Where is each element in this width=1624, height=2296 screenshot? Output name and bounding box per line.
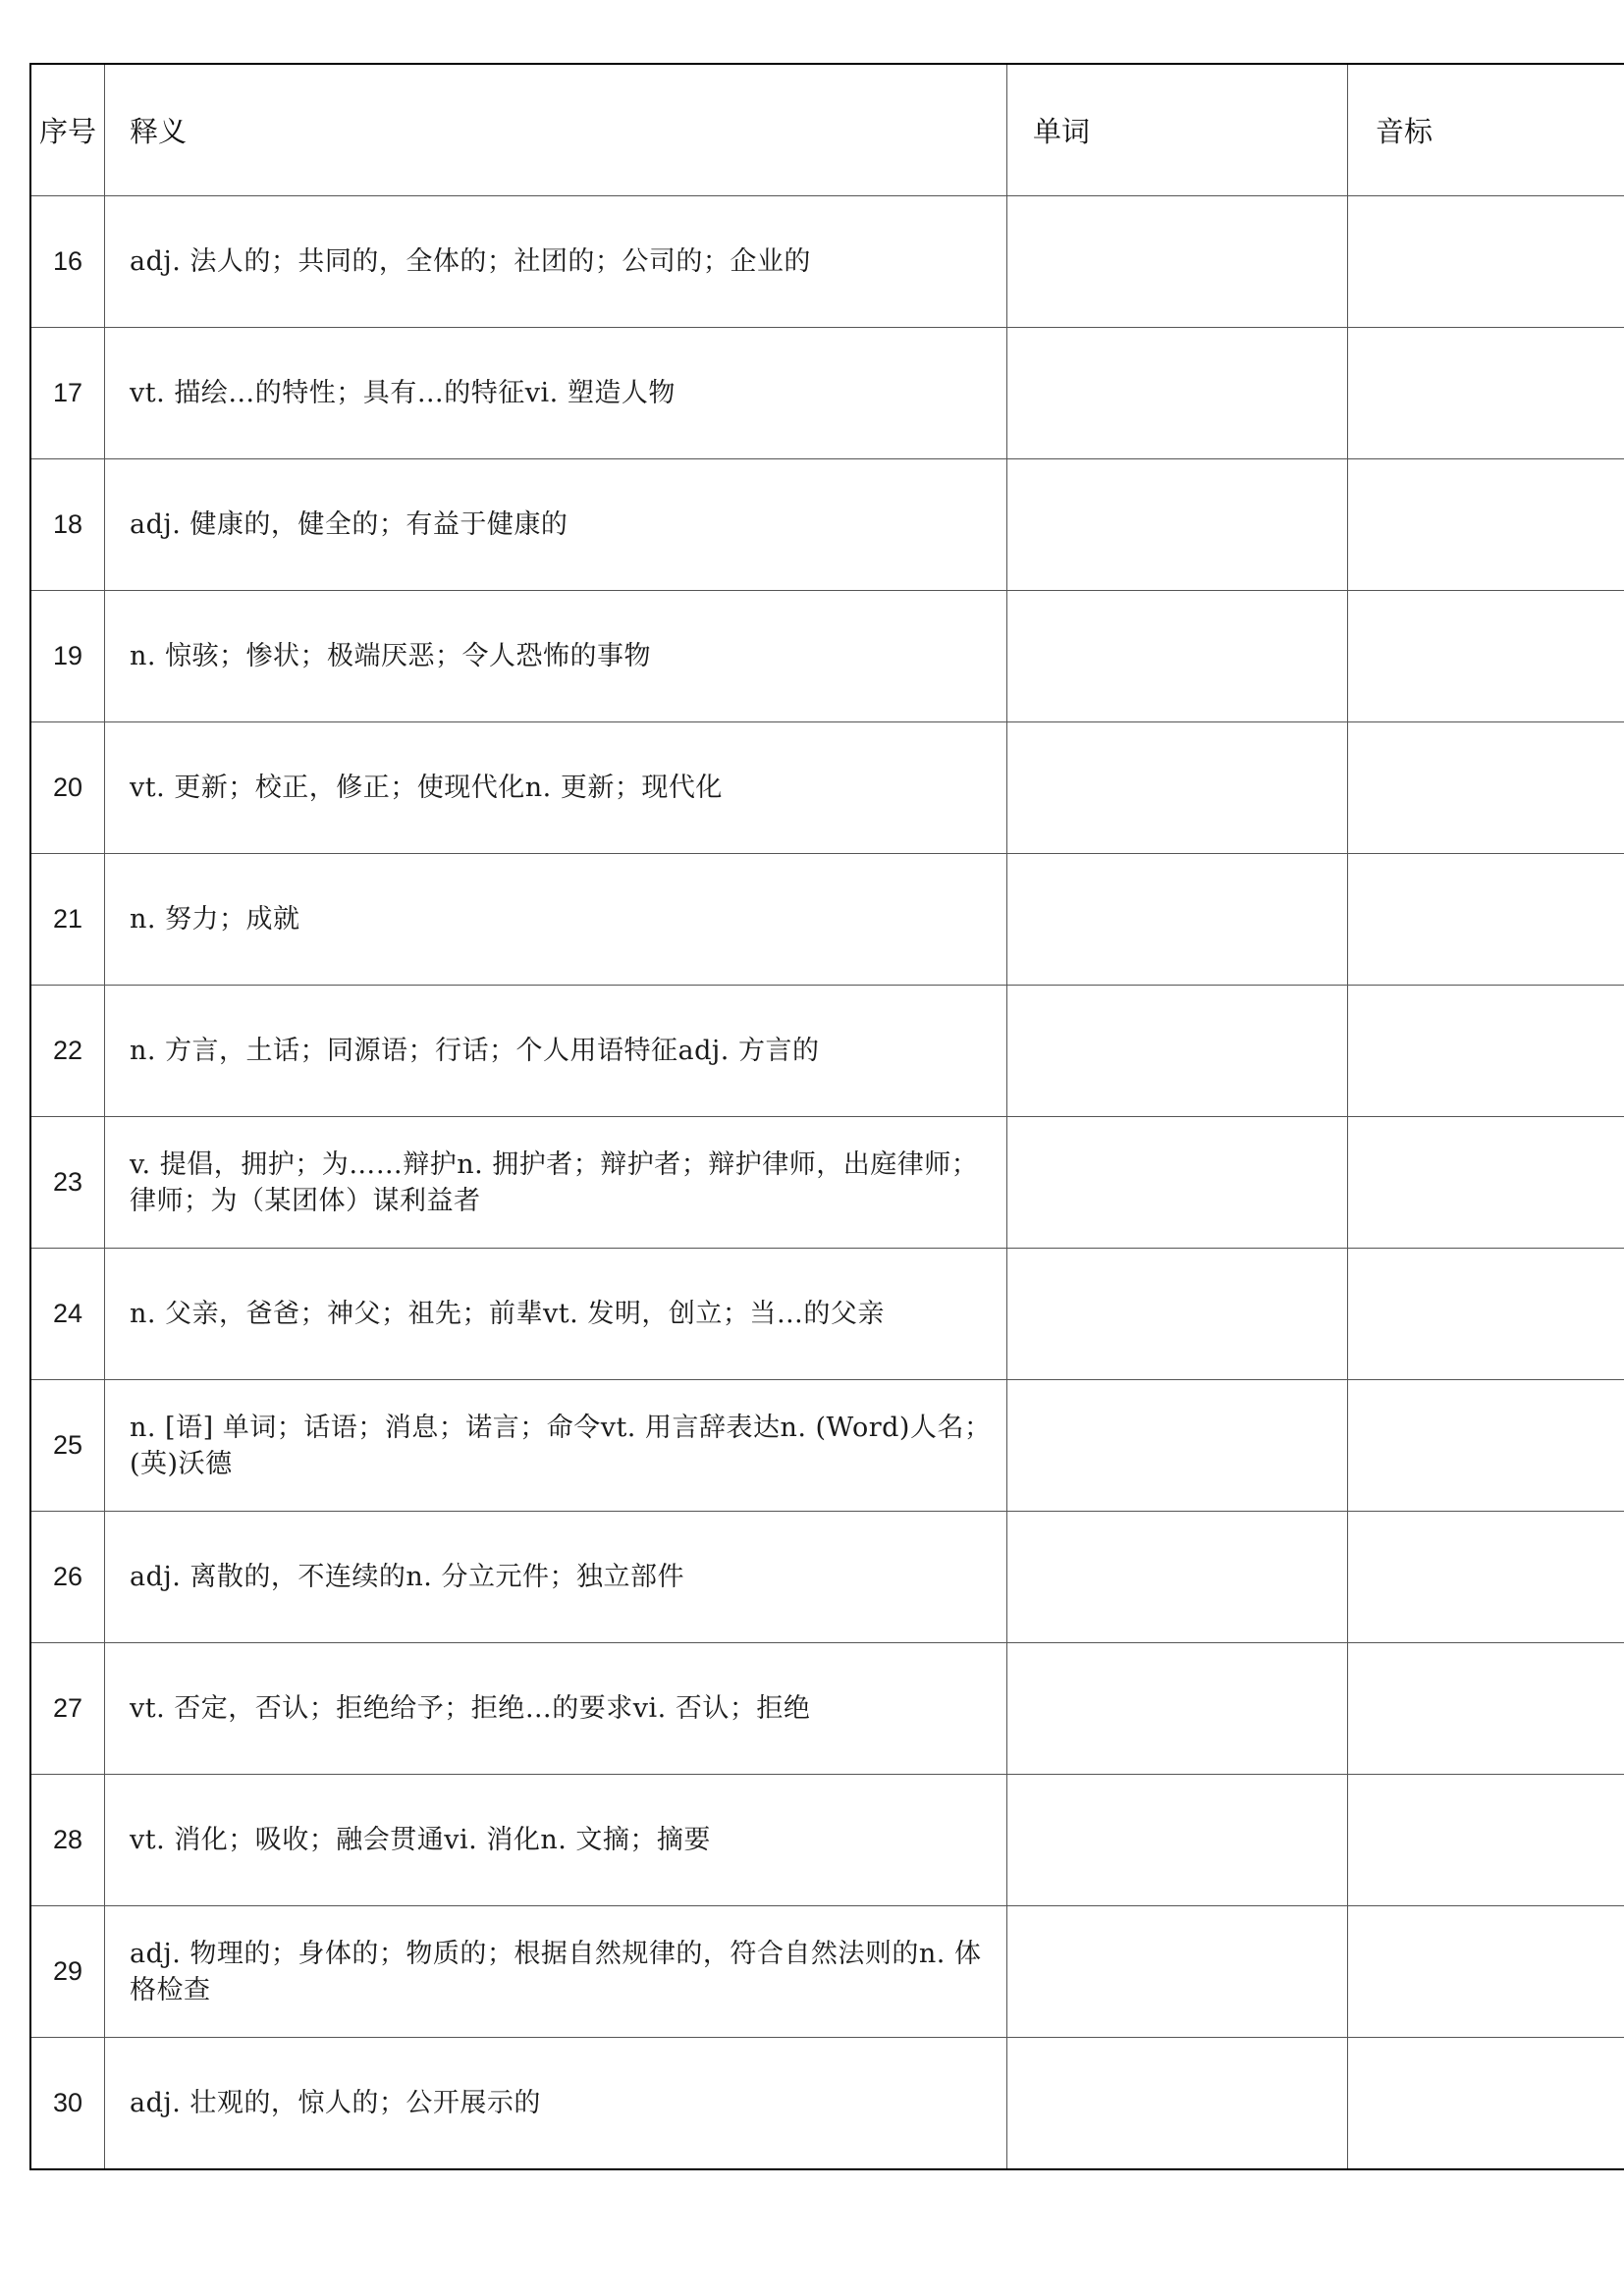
phonetic-blank-cell[interactable] <box>1348 1117 1624 1249</box>
row-number: 26 <box>30 1512 105 1643</box>
header-word: 单词 <box>1007 64 1348 196</box>
word-blank-cell[interactable] <box>1007 1117 1348 1249</box>
phonetic-blank-cell[interactable] <box>1348 1512 1624 1643</box>
table-row <box>30 591 1624 722</box>
definition-cell: v. 提倡，拥护；为……辩护n. 拥护者；辩护者；辩护律师，出庭律师；律师；为（某团体）谋利益者 <box>105 1117 1007 1249</box>
word-blank-cell[interactable] <box>1007 1906 1348 2038</box>
phonetic-blank-cell[interactable] <box>1348 328 1624 459</box>
header-phonetic: 音标 <box>1348 64 1624 196</box>
phonetic-blank-cell[interactable] <box>1348 1249 1624 1380</box>
table-row <box>30 1906 1624 2038</box>
word-blank-cell[interactable] <box>1007 1512 1348 1643</box>
table-row <box>30 196 1624 328</box>
word-blank-cell[interactable] <box>1007 1380 1348 1512</box>
phonetic-blank-cell[interactable] <box>1348 1906 1624 2038</box>
row-number: 20 <box>30 722 105 854</box>
row-number: 19 <box>30 591 105 722</box>
phonetic-blank-cell[interactable] <box>1348 854 1624 986</box>
phonetic-blank-cell[interactable] <box>1348 1380 1624 1512</box>
row-number: 29 <box>30 1906 105 2038</box>
word-blank-cell[interactable] <box>1007 854 1348 986</box>
table-row <box>30 986 1624 1117</box>
definition-cell: n. [语] 单词；话语；消息；诺言；命令vt. 用言辞表达n. (Word)人名；(英)沃德 <box>105 1380 1007 1512</box>
word-blank-cell[interactable] <box>1007 459 1348 591</box>
definition-cell: n. 父亲，爸爸；神父；祖先；前辈vt. 发明，创立；当…的父亲 <box>105 1249 1007 1380</box>
phonetic-blank-cell[interactable] <box>1348 1775 1624 1906</box>
phonetic-blank-cell[interactable] <box>1348 986 1624 1117</box>
word-blank-cell[interactable] <box>1007 986 1348 1117</box>
vocabulary-table <box>29 63 1624 2170</box>
phonetic-blank-cell[interactable] <box>1348 1643 1624 1775</box>
word-blank-cell[interactable] <box>1007 196 1348 328</box>
definition-cell: adj. 健康的，健全的；有益于健康的 <box>105 459 1007 591</box>
table-row <box>30 1643 1624 1775</box>
definition-cell: vt. 否定，否认；拒绝给予；拒绝…的要求vi. 否认；拒绝 <box>105 1643 1007 1775</box>
header-row <box>30 64 1624 196</box>
table-row <box>30 1380 1624 1512</box>
row-number: 23 <box>30 1117 105 1249</box>
table-row <box>30 722 1624 854</box>
row-number: 28 <box>30 1775 105 1906</box>
row-number: 27 <box>30 1643 105 1775</box>
table-row <box>30 1249 1624 1380</box>
definition-cell: adj. 物理的；身体的；物质的；根据自然规律的，符合自然法则的n. 体格检查 <box>105 1906 1007 2038</box>
row-number: 24 <box>30 1249 105 1380</box>
definition-cell: adj. 法人的；共同的，全体的；社团的；公司的；企业的 <box>105 196 1007 328</box>
header-number: 序号 <box>30 64 105 196</box>
row-number: 25 <box>30 1380 105 1512</box>
phonetic-blank-cell[interactable] <box>1348 196 1624 328</box>
row-number: 16 <box>30 196 105 328</box>
word-blank-cell[interactable] <box>1007 2038 1348 2170</box>
definition-cell: n. 方言，土话；同源语；行话；个人用语特征adj. 方言的 <box>105 986 1007 1117</box>
header-definition: 释义 <box>105 64 1007 196</box>
table-row <box>30 2038 1624 2170</box>
row-number: 18 <box>30 459 105 591</box>
definition-cell: adj. 壮观的，惊人的；公开展示的 <box>105 2038 1007 2170</box>
definition-cell: n. 努力；成就 <box>105 854 1007 986</box>
table-row <box>30 1512 1624 1643</box>
definition-cell: vt. 消化；吸收；融会贯通vi. 消化n. 文摘；摘要 <box>105 1775 1007 1906</box>
phonetic-blank-cell[interactable] <box>1348 591 1624 722</box>
row-number: 22 <box>30 986 105 1117</box>
word-blank-cell[interactable] <box>1007 1643 1348 1775</box>
table-row <box>30 1775 1624 1906</box>
row-number: 17 <box>30 328 105 459</box>
table-body <box>30 196 1624 2170</box>
word-blank-cell[interactable] <box>1007 591 1348 722</box>
phonetic-blank-cell[interactable] <box>1348 722 1624 854</box>
definition-cell: adj. 离散的，不连续的n. 分立元件；独立部件 <box>105 1512 1007 1643</box>
phonetic-blank-cell[interactable] <box>1348 2038 1624 2170</box>
table-row <box>30 1117 1624 1249</box>
word-blank-cell[interactable] <box>1007 328 1348 459</box>
phonetic-blank-cell[interactable] <box>1348 459 1624 591</box>
word-blank-cell[interactable] <box>1007 1249 1348 1380</box>
table-row <box>30 854 1624 986</box>
row-number: 21 <box>30 854 105 986</box>
table-row <box>30 459 1624 591</box>
definition-cell: vt. 更新；校正，修正；使现代化n. 更新；现代化 <box>105 722 1007 854</box>
row-number: 30 <box>30 2038 105 2170</box>
definition-cell: vt. 描绘…的特性；具有…的特征vi. 塑造人物 <box>105 328 1007 459</box>
word-blank-cell[interactable] <box>1007 1775 1348 1906</box>
definition-cell: n. 惊骇；惨状；极端厌恶；令人恐怖的事物 <box>105 591 1007 722</box>
table-row <box>30 328 1624 459</box>
word-blank-cell[interactable] <box>1007 722 1348 854</box>
